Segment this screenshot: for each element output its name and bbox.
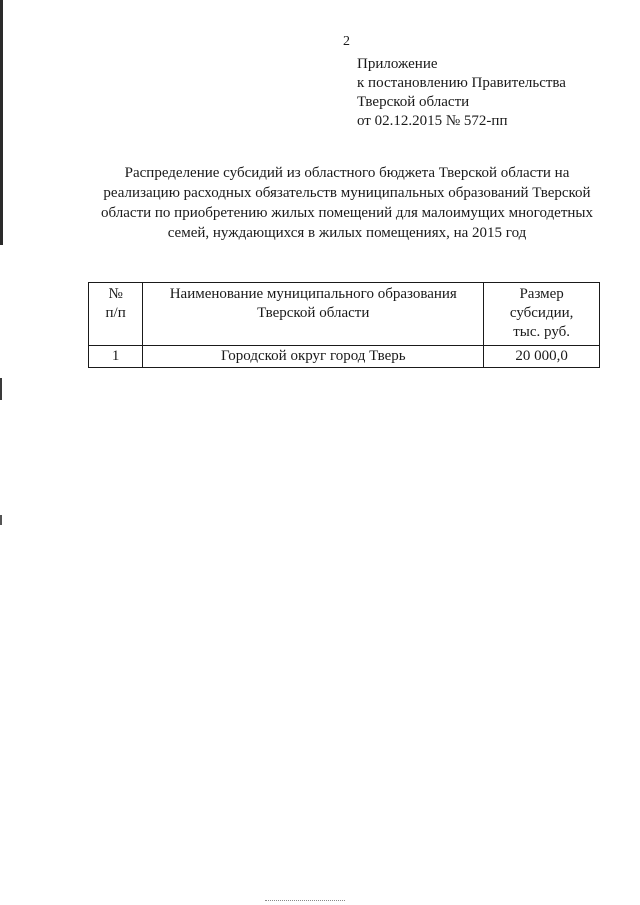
appendix-region: Тверской области <box>357 94 470 110</box>
table-header-row <box>89 283 600 346</box>
document-title <box>82 163 612 243</box>
header-municipality: Наименование муниципального образования Тверской области <box>143 283 484 346</box>
page-number: 2 <box>343 34 350 49</box>
header-number: № п/п <box>89 283 143 346</box>
scan-artifact <box>265 900 345 903</box>
scan-edge-mark <box>0 515 2 525</box>
row-number: 1 <box>89 346 143 368</box>
title-line: области по приобретению жилых помещений для малоимущих многодетных <box>101 205 593 221</box>
scan-edge-mark <box>0 0 3 245</box>
row-municipality: Городской округ город Тверь <box>143 346 484 368</box>
appendix-header <box>357 55 566 131</box>
appendix-label: Приложение <box>357 56 438 72</box>
appendix-date-number: от 02.12.2015 № 572-пп <box>357 113 508 129</box>
scan-edge-mark <box>0 378 2 400</box>
table-row <box>89 346 600 368</box>
title-line: семей, нуждающихся в жилых помещениях, на 2015 год <box>167 225 527 241</box>
header-amount: Размер субсидии, тыс. руб. <box>484 283 600 346</box>
subsidy-table <box>88 282 600 368</box>
title-line: Распределение субсидий из областного бюджета Тверской области на <box>124 165 570 181</box>
appendix-resolution: к постановлению Правительства <box>357 75 566 91</box>
row-amount: 20 000,0 <box>484 346 600 368</box>
title-line: реализацию расходных обязательств муниципальных образований Тверской <box>103 185 591 201</box>
